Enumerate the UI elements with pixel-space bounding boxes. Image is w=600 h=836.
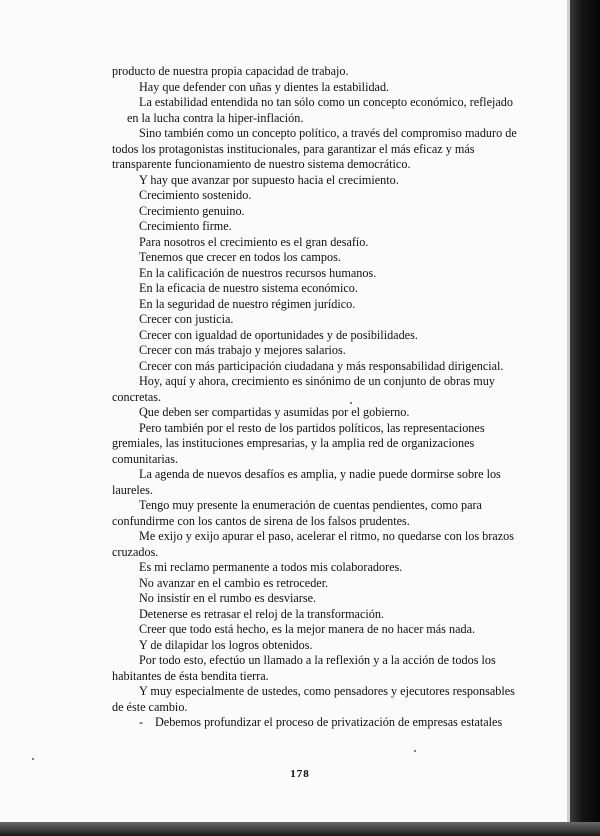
- paragraph: En la eficacia de nuestro sistema económico.: [139, 281, 358, 295]
- paragraph: Crecer con igualdad de oportunidades y de posibilidades.: [139, 327, 418, 342]
- scan-border-bottom: [0, 822, 600, 836]
- paragraph: En la seguridad de nuestro régimen jurídico.: [139, 296, 356, 311]
- paragraph: Crecimiento firme.: [139, 219, 232, 233]
- paragraph: Crecimiento genuino.: [139, 203, 245, 218]
- dash-marker: -: [139, 715, 144, 729]
- paragraph: producto de nuestra propia capacidad de trabajo.: [112, 64, 349, 78]
- paragraph: Y de dilapidar los logros obtenidos.: [139, 637, 313, 652]
- paragraph: Pero también por el resto de los partidos políticos, las representaciones gremiales, las instituciones empresarias, y la amplia red de organizaciones comunitarias.: [112, 420, 485, 466]
- paragraph: La agenda de nuevos desafíos es amplia, y nadie puede dormirse sobre los laureles.: [112, 467, 501, 497]
- page-number: 178: [290, 768, 310, 780]
- paragraph: No insistir en el rumbo es desviarse.: [139, 591, 317, 605]
- scan-speck: [32, 758, 34, 760]
- paragraph: Y muy especialmente de ustedes, como pensadores y ejecutores responsables de éste cambio.: [112, 684, 515, 714]
- paragraph: Es mi reclamo permanente a todos mis colaboradores.: [139, 560, 403, 574]
- paragraph: En la calificación de nuestros recursos humanos.: [139, 265, 377, 280]
- paragraph: Me exijo y exijo apurar el paso, acelerar el ritmo, no quedarse con los brazos cruzados.: [112, 529, 514, 559]
- paragraph: Detenerse es retrasar el reloj de la transformación.: [139, 606, 384, 621]
- paragraph: Crecer con más trabajo y mejores salarios.: [139, 343, 346, 357]
- body-text: [112, 64, 522, 731]
- paragraph: Sino también como un concepto político, a través del compromiso maduro de todos los protagonistas institucionales, para garantizar el más eficaz y más transparente funcionamiento de nuestro sistema democrático.: [112, 126, 517, 171]
- paragraph: La estabilidad entendida no tan sólo como un concepto económico, reflejado en la lucha contra la hiper-inflación.: [127, 95, 513, 125]
- paragraph: Crecer con más participación ciudadana y más responsabilidad dirigencial.: [139, 358, 504, 373]
- paragraph: No avanzar en el cambio es retroceder.: [139, 575, 329, 590]
- scan-speck: [350, 402, 352, 404]
- paragraph: Creer que todo está hecho, es la mejor manera de no hacer más nada.: [139, 622, 476, 636]
- paragraph: Y hay que avanzar por supuesto hacia el crecimiento.: [139, 172, 399, 187]
- scan-speck: [414, 750, 416, 752]
- bullet-text: Debemos profundizar el proceso de privatización de empresas estatales: [155, 715, 503, 729]
- paragraph: Que deben ser compartidas y asumidas por el gobierno.: [139, 405, 410, 419]
- paragraph: Crecer con justicia.: [139, 312, 234, 326]
- paragraph: Para nosotros el crecimiento es el gran desafío.: [139, 234, 369, 249]
- paragraph: Hay que defender con uñas y dientes la estabilidad.: [139, 79, 390, 94]
- paragraph: Hoy, aquí y ahora, crecimiento es sinónimo de un conjunto de obras muy concretas.: [112, 374, 495, 404]
- paragraph: Tenemos que crecer en todos los campos.: [139, 250, 341, 264]
- paragraph: Crecimiento sostenido.: [139, 188, 252, 202]
- bullet-item: [112, 715, 522, 731]
- paragraph: Tengo muy presente la enumeración de cuentas pendientes, como para confundirme con los cantos de sirena de los falsos prudentes.: [112, 498, 482, 528]
- scan-border-right: [570, 0, 600, 836]
- paragraph: Por todo esto, efectúo un llamado a la reflexión y a la acción de todos los habitantes de ésta bendita tierra.: [112, 653, 496, 683]
